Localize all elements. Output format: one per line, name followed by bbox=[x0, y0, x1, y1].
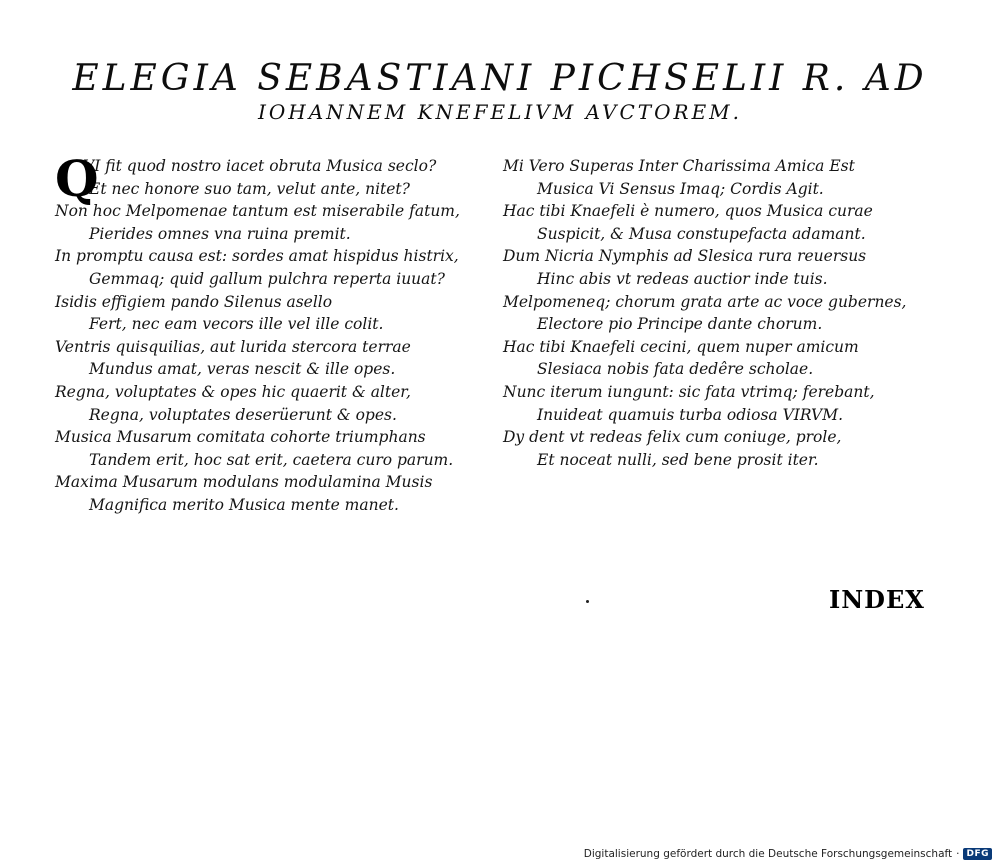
verse-line: Regna, voluptates deserüerunt & opes. bbox=[89, 405, 397, 424]
verse-line: Musica Vi Sensus Imaq; Cordis Agit. bbox=[537, 179, 824, 198]
verse-line: Electore pio Principe dante chorum. bbox=[537, 315, 823, 334]
footer-separator: · bbox=[956, 848, 960, 860]
verse-line: Hinc abis vt redeas auctior inde tuis. bbox=[537, 269, 828, 288]
left-column bbox=[55, 149, 485, 517]
verse-line: Nunc iterum iungunt: sic fata vtrimq; ferebant, bbox=[503, 382, 875, 401]
verse-line: Hac tibi Knaefeli è numero, quos Musica curae bbox=[503, 202, 873, 221]
verse-line: Fert, nec eam vecors ille vel ille colit. bbox=[89, 315, 384, 334]
digitization-footer bbox=[584, 848, 992, 860]
verse-line: Inuideat quamuis turba odiosa VIRVM. bbox=[537, 405, 844, 424]
elegy-subtitle: IOHANNEM KNEFELIVM AVCTOREM. bbox=[257, 100, 743, 124]
verse-line: Isidis effigiem pando Silenus asello bbox=[55, 292, 333, 311]
verse-line: Melpomeneq; chorum grata arte ac voce gubernes, bbox=[503, 292, 907, 311]
verse-line: Suspicit, & Musa constupefacta adamant. bbox=[537, 224, 866, 243]
verse-line: Dy dent vt redeas felix cum coniuge, prole, bbox=[503, 428, 842, 447]
verse-line: Et noceat nulli, sed bene prosit iter. bbox=[537, 450, 819, 469]
verse-line: Pierides omnes vna ruina premit. bbox=[89, 224, 351, 243]
verse-line: Slesiaca nobis fata dedêre scholae. bbox=[537, 360, 814, 379]
verse-line: Mi Vero Superas Inter Charissima Amica Est bbox=[503, 157, 855, 175]
catchword: INDEX bbox=[829, 585, 925, 614]
verse-line: Magnifica merito Musica mente manet. bbox=[89, 495, 399, 514]
elegy-title: ELEGIA SEBASTIANI PICHSELII R. AD bbox=[72, 58, 928, 99]
verse-line: Regna, voluptates & opes hic quaerit & alter, bbox=[55, 382, 411, 401]
verse-line: Mundus amat, veras nescit & ille opes. bbox=[89, 360, 396, 379]
verse-line: Dum Nicria Nymphis ad Slesica rura reuersus bbox=[503, 247, 867, 266]
verse-line: Et nec honore suo tam, velut ante, nitet? bbox=[89, 179, 410, 198]
verse-line: Hac tibi Knaefeli cecini, quem nuper amicum bbox=[503, 337, 859, 356]
verse-line: In promptu causa est: sordes amat hispidus histrix, bbox=[55, 247, 459, 266]
verse-line: Ventris quisquilias, aut lurida stercora terrae bbox=[55, 337, 411, 356]
verse-line: Tandem erit, hoc sat erit, caetera curo parum. bbox=[89, 450, 454, 469]
verse-line: Gemmaq; quid gallum pulchra reperta iuuat? bbox=[89, 269, 445, 288]
right-column bbox=[503, 155, 923, 471]
drop-cap: Q bbox=[55, 149, 99, 208]
ink-speck bbox=[586, 600, 589, 603]
footer-text: Digitalisierung gefördert durch die Deutsche Forschungsgemeinschaft bbox=[583, 848, 953, 860]
verse-line: Maxima Musarum modulans modulamina Musis bbox=[55, 473, 433, 492]
verse-line: Musica Musarum comitata cohorte triumphans bbox=[55, 428, 426, 447]
dfg-logo-icon: DFG bbox=[963, 848, 992, 860]
verse-line: Non hoc Melpomenae tantum est miserabile fatum, bbox=[55, 202, 460, 221]
verse-line: VI fit quod nostro iacet obruta Musica seclo? bbox=[83, 157, 437, 175]
